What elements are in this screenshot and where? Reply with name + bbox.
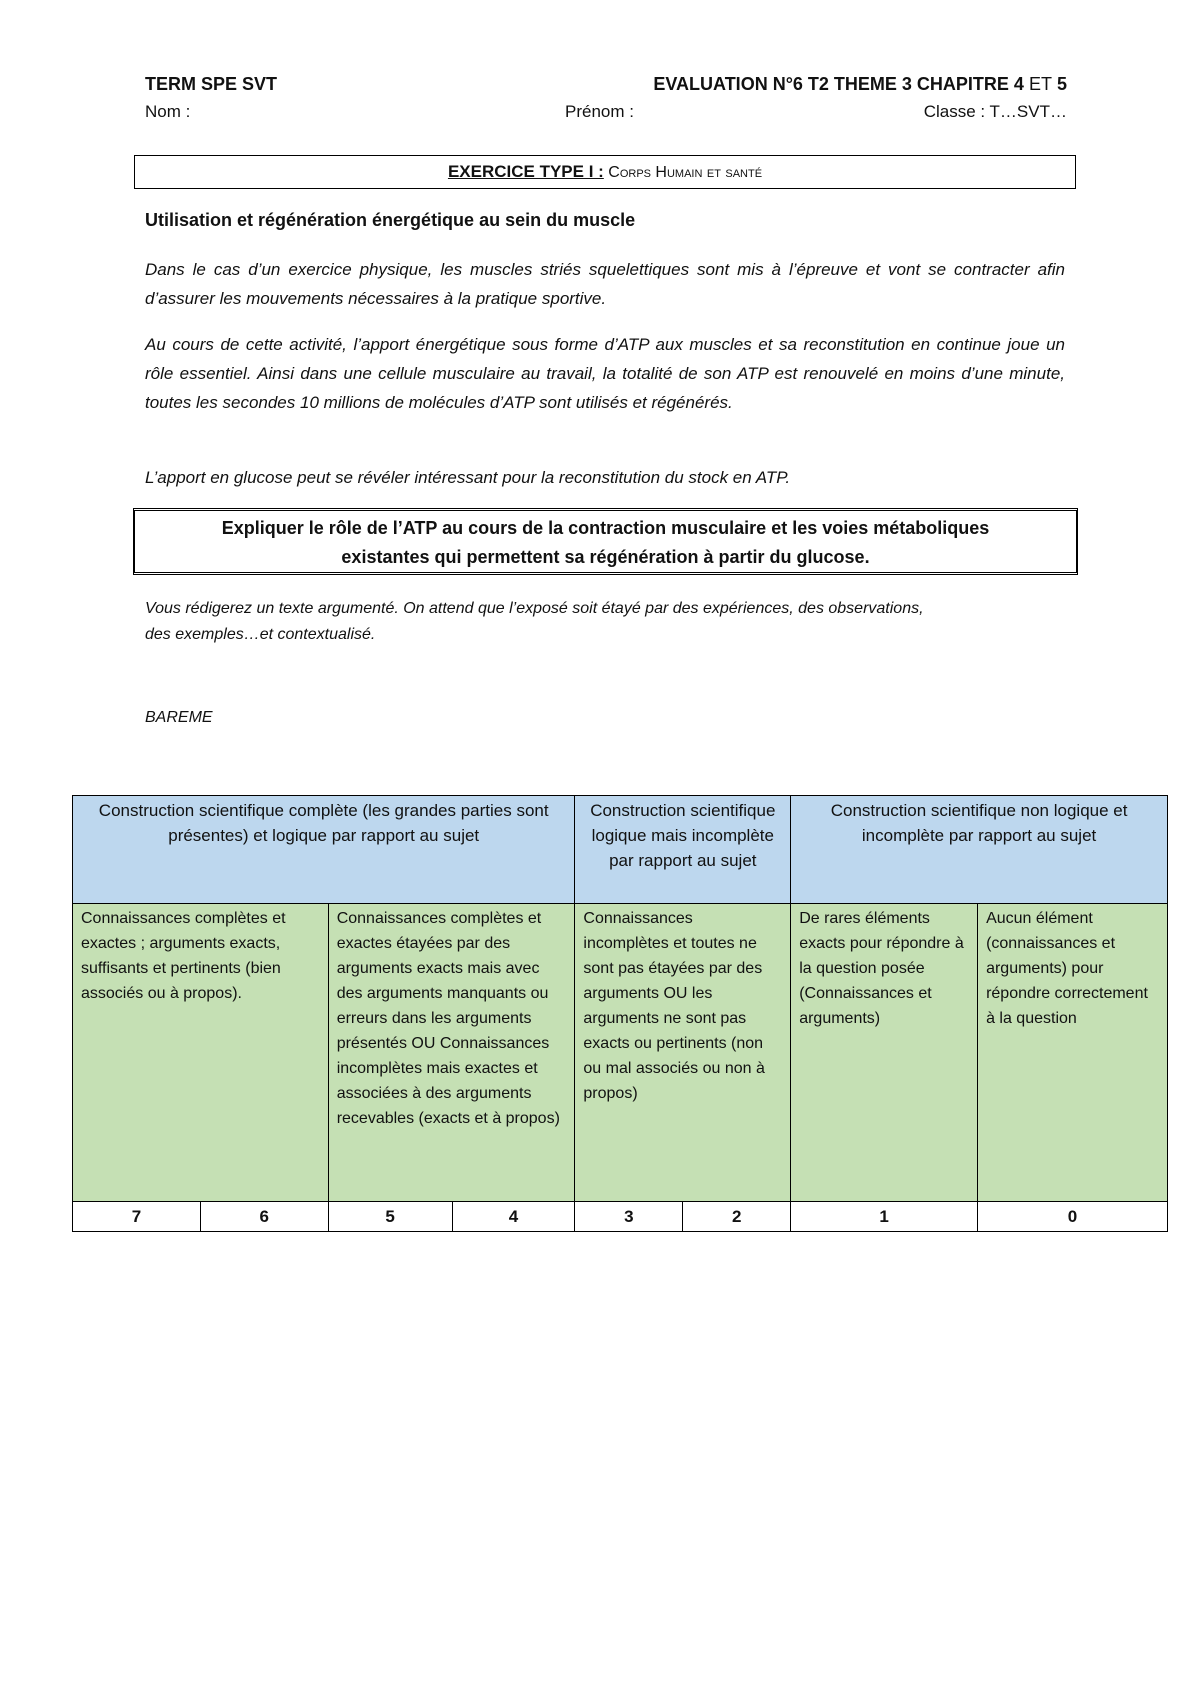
instructions-line-1: Vous rédigerez un texte argumenté. On attend que l’exposé soit étayé par des expériences, des observations,: [145, 600, 924, 617]
intro-paragraph-3: L’apport en glucose peut se révéler intéressant pour la reconstitution du stock en ATP.: [145, 468, 791, 487]
score-cell: 7: [73, 1202, 201, 1232]
score-cell: 5: [328, 1202, 452, 1232]
score-cell: 1: [791, 1202, 978, 1232]
task-line-2: existantes qui permettent sa régénération à partir du glucose.: [341, 547, 870, 567]
intro-paragraph-2: Au cours de cette activité, l’apport énergétique sous forme d’ATP aux muscles et sa reconstitution en continue joue un rôle essentiel. Ainsi dans une cellule musculaire au travail, la totalité de son ATP est renouvelé en moins d’une minute, toutes les secondes 10 millions de molécules d’ATP sont utilisés et régénérés.: [145, 335, 1065, 412]
rubric-criterion-cell: Aucun élément (connaissances et arguments) pour répondre correctement à la question: [978, 904, 1168, 1202]
rubric-score-row: [73, 1202, 1168, 1232]
rubric-criterion-cell: Connaissances incomplètes et toutes ne sont pas étayées par des arguments OU les arguments ne sont pas exacts ou pertinents (non ou mal associés ou non à propos): [575, 904, 791, 1202]
task-line-1: Expliquer le rôle de l’ATP au cours de la contraction musculaire et les voies métaboliques: [221, 518, 990, 538]
exercise-label: EXERCICE TYPE I :: [447, 162, 604, 181]
rubric-criterion-cell: De rares éléments exacts pour répondre à la question posée (Connaissances et arguments): [791, 904, 978, 1202]
task-box: [133, 508, 1078, 575]
rubric-header-row: [73, 796, 1168, 904]
course-title: TERM SPE SVT: [145, 74, 278, 94]
score-cell: 4: [452, 1202, 575, 1232]
rubric-criterion-cell: Connaissances complètes et exactes étayées par des arguments exacts mais avec des arguments manquants ou erreurs dans les arguments présentés OU Connaissances incomplètes mais exactes et associées à des arguments recevables (exacts et à propos): [328, 904, 575, 1202]
rubric-header-complete: Construction scientifique complète (les grandes parties sont présentes) et logique par rapport au sujet: [73, 796, 575, 904]
rubric-criterion-cell: Connaissances complètes et exactes ; arguments exacts, suffisants et pertinents (bien associés ou à propos).: [73, 904, 329, 1202]
rubric-header-incomplete: Construction scientifique logique mais incomplète par rapport au sujet: [575, 796, 791, 904]
exercise-topic: Corps Humain et santé: [603, 164, 763, 181]
score-cell: 2: [683, 1202, 791, 1232]
grading-rubric-table: [72, 795, 1168, 1232]
nom-field: Nom :: [145, 102, 191, 121]
bareme-label: BAREME: [145, 709, 213, 726]
instructions: [145, 596, 1045, 648]
score-cell: 3: [575, 1202, 683, 1232]
rubric-criteria-row: [73, 904, 1168, 1202]
score-cell: 6: [200, 1202, 328, 1232]
classe-field: Classe : T…SVT…: [923, 102, 1067, 121]
instructions-line-2: des exemples…et contextualisé.: [145, 626, 376, 643]
exercise-title-box: [134, 155, 1076, 189]
score-cell: 0: [978, 1202, 1168, 1232]
prenom-field: Prénom :: [565, 102, 634, 121]
evaluation-title: EVALUATION N°6 T2 THEME 3 CHAPITRE 4 ET 5: [653, 74, 1067, 94]
exercise-subtitle: Utilisation et régénération énergétique au sein du muscle: [145, 210, 636, 230]
intro-paragraph-1: Dans le cas d’un exercice physique, les muscles striés squelettiques sont mis à l’épreuve et vont se contracter afin d’assurer les mouvements nécessaires à la pratique sportive.: [145, 260, 1065, 308]
rubric-header-illogical: Construction scientifique non logique et incomplète par rapport au sujet: [791, 796, 1168, 904]
